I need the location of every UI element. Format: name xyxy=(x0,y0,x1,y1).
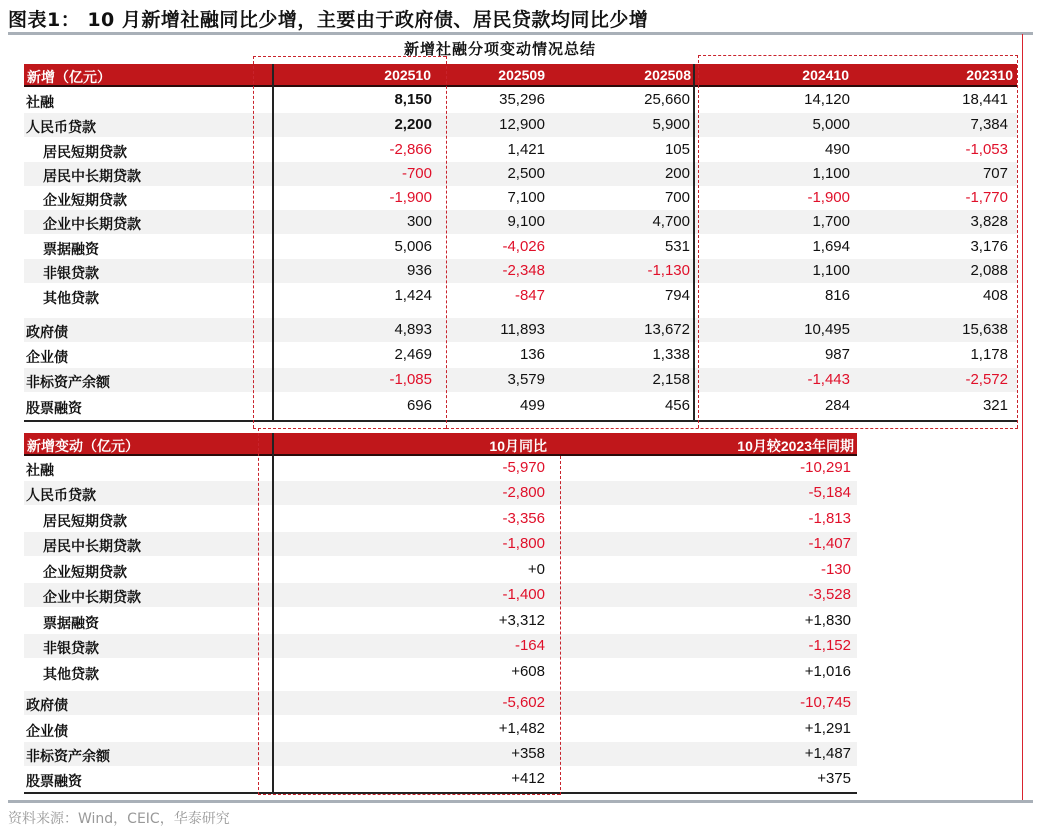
cell-value: 531 xyxy=(664,238,690,255)
highlight-yoy-right xyxy=(560,456,561,795)
cell-value: 816 xyxy=(824,287,850,304)
cell-value: 105 xyxy=(664,141,690,158)
cell-value: 4,893 xyxy=(394,321,432,338)
cell-value: 13,672 xyxy=(644,321,690,338)
cell-value: -10,745 xyxy=(800,694,851,711)
row-label: 非标资产余额 xyxy=(26,749,110,765)
cell-value: -1,130 xyxy=(647,262,690,279)
row-label: 社融 xyxy=(26,95,54,111)
cell-value: 936 xyxy=(406,262,432,279)
row-label: 人民币贷款 xyxy=(26,120,96,136)
table-row xyxy=(24,583,857,607)
highlight-prior-years-right xyxy=(1017,55,1018,428)
cell-value: -3,356 xyxy=(502,510,545,527)
cell-value: 3,176 xyxy=(970,238,1008,255)
cell-value: 499 xyxy=(519,397,545,414)
cell-value: -1,443 xyxy=(807,371,850,388)
cell-value: +1,291 xyxy=(804,720,851,737)
table-row xyxy=(24,113,1017,137)
cell-value: 10,495 xyxy=(804,321,850,338)
highlight-202510-right xyxy=(446,56,447,428)
cell-value: 11,893 xyxy=(500,321,545,338)
table-row xyxy=(24,186,1017,210)
bottom-label-divider xyxy=(272,433,274,793)
cell-value: -700 xyxy=(401,165,432,182)
cell-value: -1,900 xyxy=(389,189,432,206)
cell-value: 3,579 xyxy=(507,371,545,388)
table-row xyxy=(24,235,1017,259)
table-subtitle: 新增社融分项变动情况总结 xyxy=(404,40,597,58)
row-label: 居民中长期贷款 xyxy=(43,539,141,555)
row-label: 企业中长期贷款 xyxy=(43,217,141,233)
table-row xyxy=(24,634,857,658)
cell-value: 707 xyxy=(982,165,1008,182)
cell-value: 2,469 xyxy=(394,346,432,363)
cell-value: 5,900 xyxy=(652,116,690,133)
cell-value: -1,085 xyxy=(389,371,432,388)
highlight-202510-left xyxy=(253,56,254,428)
table-row xyxy=(24,691,857,715)
cell-value: -1,400 xyxy=(502,586,545,603)
row-label: 企业短期贷款 xyxy=(43,565,127,581)
highlight-yoy-bottom xyxy=(258,794,560,795)
row-label: 政府债 xyxy=(26,698,68,714)
row-label: 非银贷款 xyxy=(43,266,99,282)
cell-value: 3,828 xyxy=(970,213,1008,230)
cell-value: 2,158 xyxy=(652,371,690,388)
cell-value: 456 xyxy=(664,397,690,414)
row-label: 企业债 xyxy=(26,724,68,740)
row-label: 票据融资 xyxy=(43,616,99,632)
cell-value: -1,053 xyxy=(965,141,1008,158)
cell-value: -5,970 xyxy=(502,459,545,476)
cell-value: -5,602 xyxy=(502,694,545,711)
cell-value: 284 xyxy=(824,397,850,414)
highlight-prior-years-left xyxy=(698,55,699,428)
row-label: 居民短期贷款 xyxy=(43,514,127,530)
cell-value: -847 xyxy=(514,287,545,304)
top-table-header xyxy=(24,64,1017,87)
top-label-divider xyxy=(272,64,274,422)
cell-value: 9,100 xyxy=(507,213,545,230)
row-label: 居民短期贷款 xyxy=(43,145,127,161)
cell-value: 2,088 xyxy=(970,262,1008,279)
cell-value: 12,900 xyxy=(499,116,545,133)
table-row xyxy=(24,609,857,633)
bottom-table-header xyxy=(24,433,857,456)
cell-value: 700 xyxy=(664,189,690,206)
table-row xyxy=(24,88,1017,112)
cell-value: -3,528 xyxy=(808,586,851,603)
cell-value: 490 xyxy=(824,141,850,158)
footer-rule xyxy=(8,800,1033,803)
row-label: 企业债 xyxy=(26,350,68,366)
table-row xyxy=(24,284,1017,308)
cell-value: 7,100 xyxy=(507,189,545,206)
highlight-202510-top xyxy=(253,56,446,57)
cell-value: 15,638 xyxy=(962,321,1008,338)
cell-value: 300 xyxy=(406,213,432,230)
cell-value: +1,482 xyxy=(498,720,545,737)
header-202410: 202410 xyxy=(802,67,849,83)
cell-value: 987 xyxy=(824,346,850,363)
cell-value: 14,120 xyxy=(804,91,850,108)
cell-value: 1,100 xyxy=(812,262,850,279)
table-row xyxy=(24,210,1017,234)
cell-value: 4,700 xyxy=(652,213,690,230)
bottom-table xyxy=(24,433,857,793)
cell-value: 1,100 xyxy=(812,165,850,182)
source-note: 资料来源：Wind，CEIC，华泰研究 xyxy=(8,811,230,827)
row-label: 人民币贷款 xyxy=(26,488,96,504)
row-label: 社融 xyxy=(26,463,54,479)
header-oct-yoy: 10月同比 xyxy=(489,438,547,454)
right-red-border xyxy=(1022,34,1023,800)
cell-value: +1,830 xyxy=(804,612,851,629)
cell-value: +358 xyxy=(511,745,545,762)
row-label: 企业短期贷款 xyxy=(43,193,127,209)
header-202510: 202510 xyxy=(384,67,431,83)
cell-value: 7,384 xyxy=(970,116,1008,133)
cell-value: 2,200 xyxy=(394,116,432,133)
header-label: 新增变动（亿元） xyxy=(27,439,139,455)
cell-value: +608 xyxy=(511,663,545,680)
cell-value: -164 xyxy=(514,637,545,654)
cell-value: 1,421 xyxy=(507,141,545,158)
row-label: 居民中长期贷款 xyxy=(43,169,141,185)
header-202509: 202509 xyxy=(498,67,545,83)
cell-value: 200 xyxy=(664,165,690,182)
cell-value: +0 xyxy=(527,561,545,578)
cell-value: 321 xyxy=(982,397,1008,414)
cell-value: 1,338 xyxy=(652,346,690,363)
figure-title: 图表1： 10 月新增社融同比少增，主要由于政府债、居民贷款均同比少增 xyxy=(8,9,649,31)
cell-value: 696 xyxy=(406,397,432,414)
cell-value: -1,407 xyxy=(808,535,851,552)
highlight-prior-years-bottom xyxy=(446,428,1018,429)
table-row xyxy=(24,138,1017,162)
header-label: 新增（亿元） xyxy=(27,70,111,86)
cell-value: -2,572 xyxy=(965,371,1008,388)
table-row xyxy=(24,318,1017,342)
row-label: 股票融资 xyxy=(26,774,82,790)
highlight-prior-years-top xyxy=(698,55,1018,56)
table-row xyxy=(24,767,857,791)
cell-value: -1,800 xyxy=(502,535,545,552)
header-202508: 202508 xyxy=(644,67,691,83)
cell-value: -1,900 xyxy=(807,189,850,206)
table-row xyxy=(24,532,857,556)
cell-value: 2,500 xyxy=(507,165,545,182)
table-row xyxy=(24,394,1017,418)
cell-value: 25,660 xyxy=(644,91,690,108)
cell-value: -2,800 xyxy=(502,484,545,501)
table-row xyxy=(24,162,1017,186)
cell-value: -5,184 xyxy=(808,484,851,501)
table-row xyxy=(24,343,1017,367)
cell-value: -2,866 xyxy=(389,141,432,158)
table-row xyxy=(24,481,857,505)
row-label: 企业中长期贷款 xyxy=(43,590,141,606)
row-label: 政府债 xyxy=(26,325,68,341)
table-row xyxy=(24,660,857,684)
table-row xyxy=(24,456,857,480)
cell-value: -10,291 xyxy=(800,459,851,476)
cell-value: 1,424 xyxy=(394,287,432,304)
table-row xyxy=(24,368,1017,392)
header-202310: 202310 xyxy=(966,67,1013,83)
table-row xyxy=(24,259,1017,283)
table-row xyxy=(24,742,857,766)
cell-value: -1,770 xyxy=(965,189,1008,206)
row-label: 票据融资 xyxy=(43,242,99,258)
cell-value: +412 xyxy=(511,770,545,787)
cell-value: -1,152 xyxy=(808,637,851,654)
cell-value: 1,700 xyxy=(812,213,850,230)
cell-value: 1,694 xyxy=(812,238,850,255)
table-row xyxy=(24,717,857,741)
top-group-divider xyxy=(693,64,695,422)
highlight-202510-bottom xyxy=(253,428,446,429)
cell-value: 794 xyxy=(664,287,690,304)
cell-value: +375 xyxy=(817,770,851,787)
cell-value: 18,441 xyxy=(962,91,1008,108)
cell-value: +1,016 xyxy=(804,663,851,680)
cell-value: +3,312 xyxy=(498,612,545,629)
row-label: 股票融资 xyxy=(26,401,82,417)
top-table xyxy=(24,64,1017,422)
row-label: 非标资产余额 xyxy=(26,375,110,391)
highlight-yoy-left xyxy=(258,428,259,795)
cell-value: -1,813 xyxy=(808,510,851,527)
cell-value: 5,000 xyxy=(812,116,850,133)
cell-value: -130 xyxy=(820,561,851,578)
header-oct-vs-2023: 10月较2023年同期 xyxy=(737,438,854,454)
cell-value: 8,150 xyxy=(394,91,432,108)
table-row xyxy=(24,558,857,582)
cell-value: 408 xyxy=(982,287,1008,304)
row-label: 其他贷款 xyxy=(43,291,99,307)
top-table-bottom-rule xyxy=(24,420,1017,422)
cell-value: 1,178 xyxy=(970,346,1008,363)
cell-value: -2,348 xyxy=(502,262,545,279)
row-label: 非银贷款 xyxy=(43,641,99,657)
cell-value: 136 xyxy=(519,346,545,363)
table-row xyxy=(24,507,857,531)
cell-value: +1,487 xyxy=(804,745,851,762)
cell-value: 35,296 xyxy=(499,91,545,108)
cell-value: 5,006 xyxy=(394,238,432,255)
cell-value: -4,026 xyxy=(502,238,545,255)
title-rule xyxy=(8,32,1033,35)
row-label: 其他贷款 xyxy=(43,667,99,683)
